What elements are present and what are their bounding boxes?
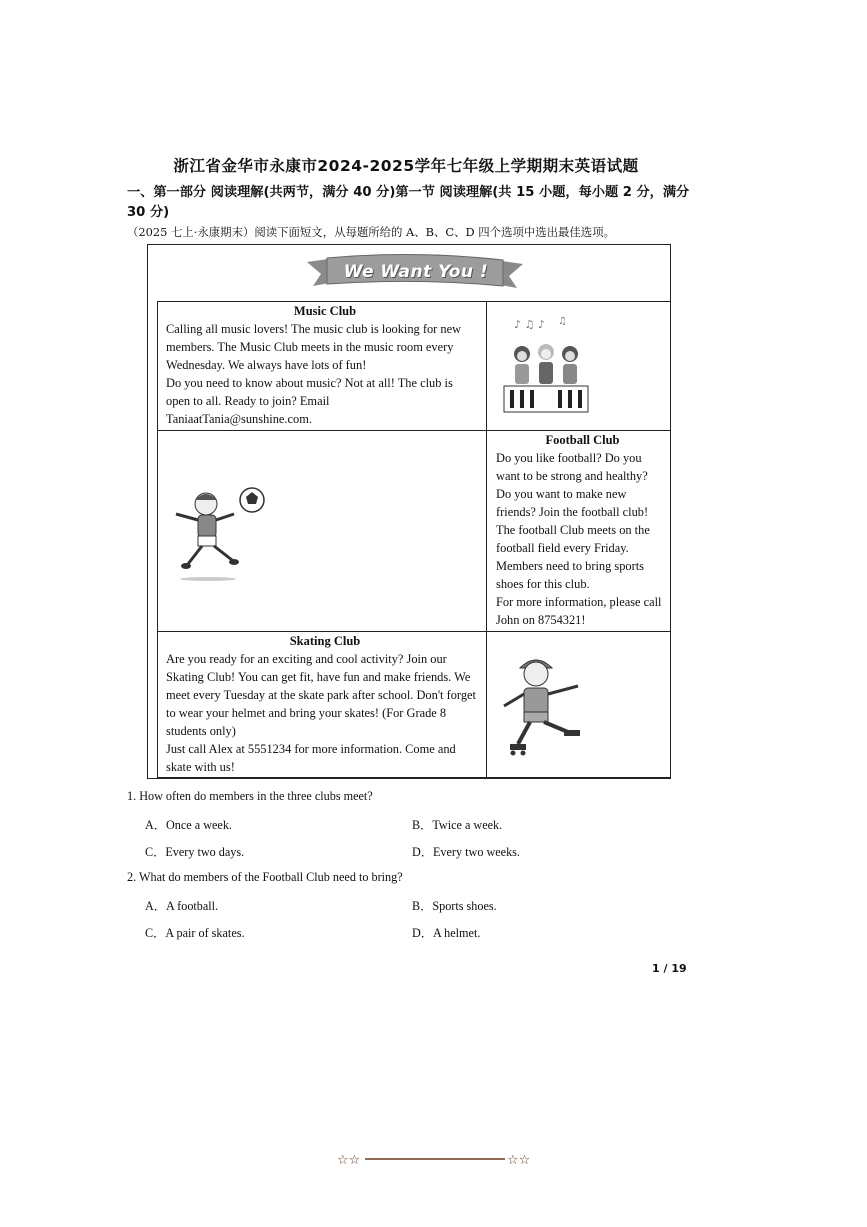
svg-text:♫: ♫ [558,316,567,327]
music-club-line: TaniaatTania@sunshine.com. [166,412,312,426]
question-1: 1. How often do members in the three clubs meet? [127,789,373,803]
instruction-text: （2025 七上·永康期末）阅读下面短文，从每题所给的 A、B、C、D 四个选项中选出最佳选项。 [127,225,615,239]
table-divider-vertical [486,301,487,778]
question-1-option-d[interactable]: D．Every two weeks. [412,845,520,859]
table-divider-row-1 [157,430,671,431]
football-club-cell [496,433,669,629]
football-club-line: For more information, please call [496,595,662,609]
football-club-line: John on 8754321! [496,613,586,627]
question-2-option-b[interactable]: B．Sports shoes. [412,899,497,913]
football-club-line: The football Club meets on the [496,523,650,537]
page-number: 1 / 19 [652,962,687,975]
football-club-title: Football Club [545,433,620,447]
footer-decoration [337,1151,533,1167]
football-club-line: want to be strong and healthy? [496,469,648,483]
skating-club-line: meet every Tuesday at the skate park after school. Don't forget [166,688,476,702]
football-club-line: Do you like football? Do you [496,451,642,465]
football-club-line: Do you want to make new [496,487,627,501]
svg-text:♪ ♫ ♪: ♪ ♫ ♪ [514,318,545,331]
music-club-title: Music Club [293,304,357,318]
football-club-line: Members need to bring sports [496,559,644,573]
question-1-option-b[interactable]: B．Twice a week. [412,818,503,832]
question-1-option-c[interactable]: C．Every two days. [145,845,245,859]
skating-club-line: to wear your helmet and bring your skates! (For Grade 8 [166,706,447,720]
football-player-icon [168,484,272,584]
music-club-line: Calling all music lovers! The music club is looking for new [166,322,462,336]
skating-club-line: Just call Alex at 5551234 for more information. Come and [166,742,456,756]
roller-skater-icon [496,652,586,758]
music-kids-icon [500,312,592,416]
football-boy-illustration [168,484,272,584]
star-divider-icon [337,1151,533,1167]
svg-text:☆☆: ☆☆ [337,1153,361,1167]
football-club-line: friends? Join the football club! [496,505,649,519]
skating-club-line: Are you ready for an exciting and cool activity? Join our [166,652,447,666]
question-2-option-a[interactable]: A．A football. [145,899,219,913]
skating-club-line: Skating Club! You can get fit, have fun and make friends. We [166,670,471,684]
page-title: 浙江省金华市永康市2024-2025学年七年级上学期期末英语试题 [173,157,639,175]
skating-club-cell [166,634,484,776]
skating-club-line: students only) [166,724,236,738]
question-2: 2. What do members of the Football Club need to bring? [127,870,403,884]
banner [305,252,525,298]
music-club-line: members. The Music Club meets in the music room every [166,340,454,354]
music-club-line: open to all. Ready to join? Email [166,394,330,408]
music-kids-illustration [500,312,592,416]
question-2-option-d[interactable]: D．A helmet. [412,926,481,940]
skating-club-title: Skating Club [289,634,361,648]
skating-club-line: skate with us! [166,760,235,774]
music-club-cell [166,304,484,428]
question-1-option-a[interactable]: A．Once a week. [145,818,232,832]
music-club-line: Wednesday. We always have lots of fun! [166,358,367,372]
football-club-line: football field every Friday. [496,541,629,555]
question-2-option-c[interactable]: C．A pair of skates. [145,926,245,940]
table-divider-row-2 [157,631,671,632]
football-club-line: shoes for this club. [496,577,590,591]
svg-text:☆☆: ☆☆ [507,1153,531,1167]
music-club-line: Do you need to know about music? Not at all! The club is [166,376,453,390]
section-heading: 一、第一部分 阅读理解(共两节，满分 40 分)第一节 阅读理解(共 15 小题，每小题 2 分，满分 30 分) [127,185,690,220]
banner-text: We Want You ! [343,262,489,282]
skater-illustration [496,652,586,758]
